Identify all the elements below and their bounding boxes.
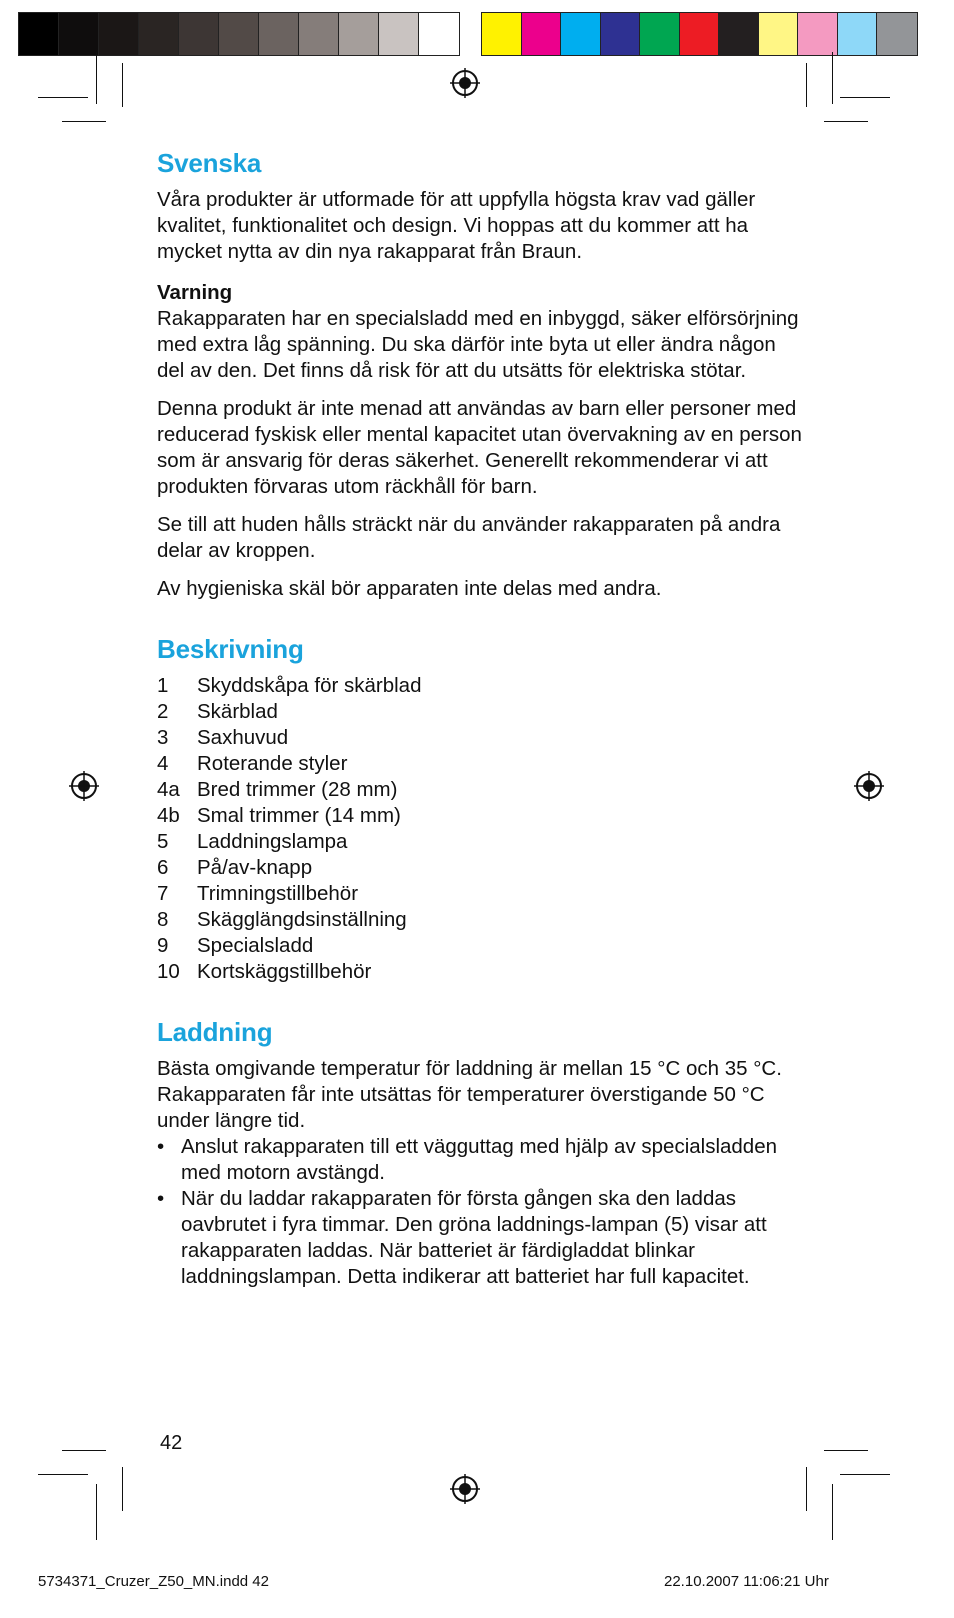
color-swatch <box>640 13 680 55</box>
list-item <box>157 959 807 985</box>
item-number: 4a <box>157 778 180 801</box>
charging-intro: Bästa omgivande temperatur för laddning är mellan 15 °C och 35 °C. Rakapparaten får inte utsättas för temperaturer överstigande 50 °C under längre tid. <box>157 1057 782 1132</box>
color-swatch <box>561 13 601 55</box>
list-item <box>157 699 807 725</box>
print-timestamp: 22.10.2007 11:06:21 Uhr <box>664 1573 829 1590</box>
color-swatch <box>59 13 99 55</box>
crop-mark <box>806 1467 807 1511</box>
gray-calibration-bar <box>18 12 460 56</box>
crop-mark <box>96 52 97 104</box>
item-label: Bred trimmer (28 mm) <box>197 778 398 801</box>
crop-mark <box>122 1467 123 1511</box>
item-label: Smal trimmer (14 mm) <box>197 804 401 827</box>
color-swatch <box>139 13 179 55</box>
item-label: Trimningstillbehör <box>197 882 359 905</box>
crop-mark <box>38 97 88 98</box>
intro-paragraph: Våra produkter är utformade för att uppfylla högsta krav vad gäller kvalitet, funktionalitet och design. Vi hoppas att du kommer att ha mycket nytta av din nya rakapparat från Braun. <box>157 188 756 263</box>
crop-mark <box>38 1474 88 1475</box>
item-number: 7 <box>157 882 169 905</box>
color-swatch <box>601 13 641 55</box>
crop-mark <box>806 63 807 107</box>
color-swatch <box>99 13 139 55</box>
color-swatch <box>179 13 219 55</box>
color-swatch <box>680 13 720 55</box>
skin-paragraph: Se till att huden hålls sträckt när du använder rakapparaten på andra delar av kroppen. <box>157 513 781 562</box>
item-number: 5 <box>157 830 169 853</box>
crop-mark <box>840 1474 890 1475</box>
bullet-text: Anslut rakapparaten till ett vägguttag med hjälp av specialsladden med motorn avstängd. <box>181 1135 778 1184</box>
warning-title: Varning <box>157 281 233 304</box>
list-item <box>157 855 807 881</box>
registration-mark-icon <box>854 771 884 801</box>
crop-mark <box>96 1484 97 1540</box>
bullet-icon: • <box>157 1135 165 1158</box>
list-item <box>157 751 807 777</box>
item-number: 4b <box>157 804 180 827</box>
color-swatch <box>19 13 59 55</box>
item-number: 1 <box>157 674 169 697</box>
item-number: 2 <box>157 700 169 723</box>
bullet-item <box>157 1186 807 1290</box>
parts-list <box>157 673 807 985</box>
color-swatch <box>719 13 759 55</box>
item-label: Kortskäggstillbehör <box>197 960 372 983</box>
charging-bullets <box>157 1134 807 1290</box>
color-swatch <box>798 13 838 55</box>
item-number: 3 <box>157 726 169 749</box>
item-label: Skyddskåpa för skärblad <box>197 674 422 697</box>
color-swatch <box>259 13 299 55</box>
item-label: Saxhuvud <box>197 726 289 749</box>
color-swatch <box>379 13 419 55</box>
registration-mark-icon <box>69 771 99 801</box>
list-item <box>157 933 807 959</box>
color-swatch <box>339 13 379 55</box>
crop-mark <box>62 121 106 122</box>
heading-beskrivning: Beskrivning <box>157 634 304 664</box>
list-item <box>157 725 807 751</box>
color-calibration-bar <box>481 12 918 56</box>
list-item <box>157 777 807 803</box>
item-number: 4 <box>157 752 169 775</box>
hygiene-paragraph: Av hygieniska skäl bör apparaten inte delas med andra. <box>157 577 662 600</box>
list-item <box>157 803 807 829</box>
crop-mark <box>62 1450 106 1451</box>
crop-mark <box>832 52 833 104</box>
children-paragraph: Denna produkt är inte menad att användas av barn eller personer med reducerad fyskisk eller mental kapacitet utan övervakning av en person som är ansvarig för deras säkerhet. Generellt rekommenderar vi att produkten förvaras utom räckhåll för barn. <box>157 397 802 498</box>
item-number: 6 <box>157 856 169 879</box>
color-swatch <box>419 13 459 55</box>
heading-svenska: Svenska <box>157 148 262 178</box>
list-item <box>157 907 807 933</box>
color-swatch <box>838 13 878 55</box>
item-number: 9 <box>157 934 169 957</box>
item-number: 10 <box>157 960 180 983</box>
item-label: Laddningslampa <box>197 830 348 853</box>
registration-mark-icon <box>450 68 480 98</box>
item-label: Roterande styler <box>197 752 348 775</box>
color-swatch <box>482 13 522 55</box>
bullet-item <box>157 1134 807 1186</box>
item-label: På/av-knapp <box>197 856 313 879</box>
crop-mark <box>122 63 123 107</box>
item-label: Skärblad <box>197 700 278 723</box>
color-swatch <box>759 13 799 55</box>
crop-mark <box>832 1484 833 1540</box>
heading-laddning: Laddning <box>157 1017 273 1047</box>
color-swatch <box>877 13 917 55</box>
crop-mark <box>840 97 890 98</box>
registration-mark-icon <box>450 1474 480 1504</box>
crop-mark <box>824 1450 868 1451</box>
color-swatch <box>219 13 259 55</box>
list-item <box>157 881 807 907</box>
file-slug: 5734371_Cruzer_Z50_MN.indd 42 <box>38 1573 269 1590</box>
item-label: Specialsladd <box>197 934 314 957</box>
list-item <box>157 829 807 855</box>
item-label: Skägglängdsinställning <box>197 908 407 931</box>
page-number: 42 <box>160 1432 183 1454</box>
color-swatch <box>522 13 562 55</box>
page-content <box>157 148 807 1290</box>
bullet-text: När du laddar rakapparaten för första gången ska den laddas oavbrutet i fyra timmar. Den gröna laddnings-lampan (5) visar att rakapparaten laddas. När batteriet är färdigladdat blinkar laddningslampan. Detta indikerar att batteriet har full kapacitet. <box>181 1187 767 1288</box>
color-swatch <box>299 13 339 55</box>
warning-paragraph: Rakapparaten har en specialsladd med en inbyggd, säker elförsörjning med extra låg spänning. Du ska därför inte byta ut eller ändra någon del av den. Det finns då risk för att du utsätts för elektriska stötar. <box>157 307 799 382</box>
item-number: 8 <box>157 908 169 931</box>
bullet-icon: • <box>157 1187 165 1210</box>
list-item <box>157 673 807 699</box>
crop-mark <box>824 121 868 122</box>
